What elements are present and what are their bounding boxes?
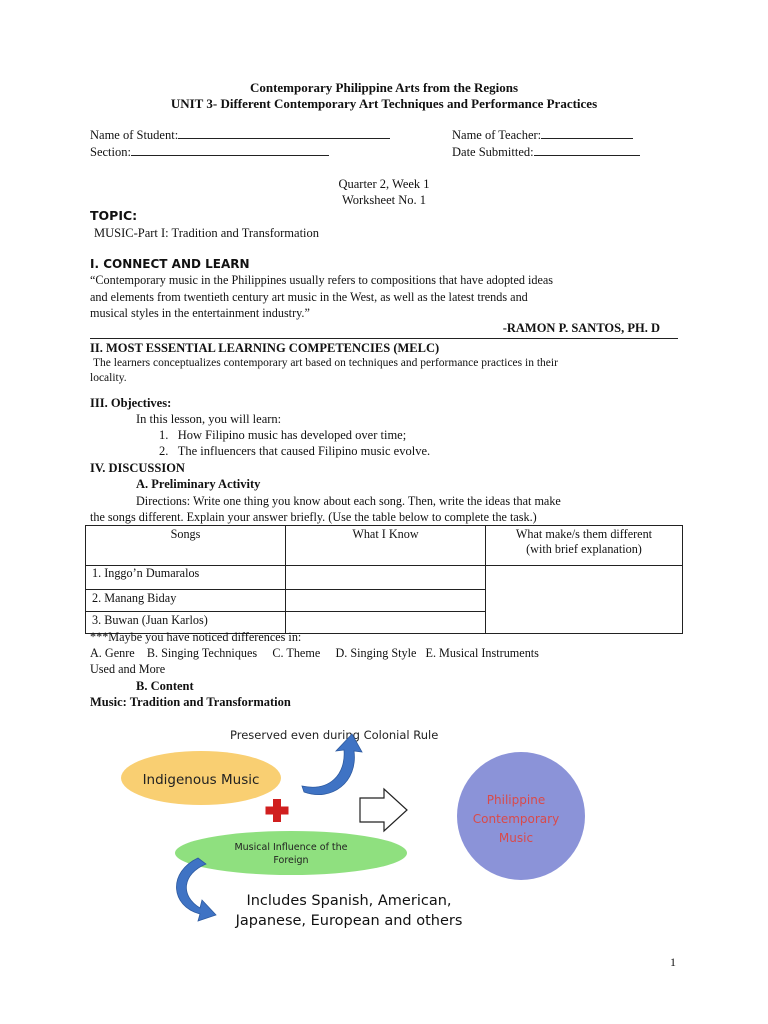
content-heading: B. Content [136, 679, 194, 693]
includes-label-line-2: Japanese, European and others [235, 913, 463, 929]
quote-author: -RAMON P. SANTOS, PH. D [502, 321, 660, 335]
contemporary-music-label-line-3: Music [498, 831, 534, 845]
quarter-week: Quarter 2, Week 1 [338, 177, 430, 191]
teacher-name-field[interactable] [452, 128, 633, 143]
foreign-influence-ellipse [175, 831, 407, 875]
notice-text: ***Maybe you have noticed differences in: [90, 630, 302, 644]
foreign-influence-label-line-1: Musical Influence of the [234, 842, 348, 853]
difference-column-header [486, 526, 683, 566]
student-name-field[interactable] [90, 128, 390, 143]
connect-heading: I. CONNECT AND LEARN [90, 257, 250, 271]
includes-label-line-1: Includes Spanish, American, [246, 893, 452, 909]
what-i-know-cell[interactable] [286, 566, 486, 590]
song-cell: 3. Buwan (Juan Karlos) [86, 612, 286, 634]
worksheet-number: Worksheet No. 1 [341, 193, 427, 207]
tradition-transformation-diagram [110, 718, 650, 938]
section-divider [90, 338, 678, 339]
quote-line-2: and elements from twentieth century art music in the West, as well as the latest trends and [90, 290, 528, 304]
objective-text: The influencers that caused Filipino music evolve. [177, 444, 431, 458]
contemporary-music-label-line-2: Contemporary [472, 812, 560, 826]
right-arrow-icon [360, 789, 407, 831]
directions-line-2: the songs different. Explain your answer briefly. (Use the table below to complete the task.) [90, 510, 537, 524]
teacher-name-label: Name of Teacher: [452, 128, 542, 142]
table-header-row [86, 526, 683, 566]
section-field[interactable] [90, 145, 329, 160]
plus-icon [266, 799, 289, 822]
content-title: Music: Tradition and Transformation [90, 695, 291, 709]
songs-column-header: Songs [86, 526, 286, 566]
options-line-2: Used and More [90, 662, 166, 676]
document-title: Contemporary Philippine Arts from the Regions [249, 80, 519, 95]
quote-line-1: “Contemporary music in the Philippines usually refers to compositions that have adopted ideas [90, 273, 554, 287]
date-submitted-field[interactable] [452, 145, 640, 160]
foreign-influence-label-line-2: Foreign [273, 855, 309, 866]
what-i-know-column-header: What I Know [286, 526, 486, 566]
melc-text-line-2: locality. [90, 372, 127, 384]
discussion-heading: IV. DISCUSSION [90, 461, 185, 475]
song-cell: 1. Inggo’n Dumaralos [86, 566, 286, 590]
preserved-curved-arrow [302, 734, 362, 795]
song-cell: 2. Manang Biday [86, 590, 286, 612]
objective-number: 2. [159, 444, 169, 458]
activity-table [85, 525, 683, 634]
date-submitted-label: Date Submitted: [452, 145, 534, 159]
section-line[interactable] [131, 155, 329, 156]
date-submitted-line[interactable] [534, 155, 640, 156]
topic-heading: TOPIC: [90, 208, 138, 223]
difference-cell[interactable] [486, 566, 683, 634]
objective-item [159, 444, 430, 459]
quote-line-3: musical styles in the entertainment industry.” [90, 306, 310, 320]
section-label: Section: [90, 145, 131, 159]
directions-line-1: Directions: Write one thing you know about each song. Then, write the ideas that make [136, 494, 561, 508]
objective-item [159, 428, 406, 443]
preserved-label: Preserved even during Colonial Rule [230, 728, 439, 742]
objectives-heading: III. Objectives: [90, 396, 172, 410]
table-row [86, 566, 683, 590]
contemporary-music-label-line-1: Philippine [486, 793, 546, 807]
teacher-name-line[interactable] [541, 138, 633, 139]
options-line-1: A. Genre B. Singing Techniques C. Theme D. Singing Style E. Musical Instruments [90, 646, 539, 660]
document-subtitle: UNIT 3- Different Contemporary Art Techniques and Performance Practices [170, 96, 598, 111]
objectives-intro: In this lesson, you will learn: [136, 412, 282, 426]
objective-number: 1. [159, 428, 169, 442]
indigenous-music-label: Indigenous Music [142, 772, 260, 788]
student-name-line[interactable] [178, 138, 390, 139]
melc-heading: II. MOST ESSENTIAL LEARNING COMPETENCIES (MELC) [90, 341, 440, 355]
difference-header-line-1: What make/s them different [515, 527, 653, 541]
difference-header-line-2: (with brief explanation) [526, 542, 642, 556]
melc-text-line-1: The learners conceptualizes contemporary art based on techniques and performance practices in their [93, 357, 558, 369]
objective-text: How Filipino music has developed over time; [177, 428, 407, 442]
what-i-know-cell[interactable] [286, 612, 486, 634]
page-number: 1 [670, 955, 676, 969]
topic-text: MUSIC-Part I: Tradition and Transformation [94, 226, 320, 240]
preliminary-activity-heading: A. Preliminary Activity [136, 477, 261, 491]
student-name-label: Name of Student: [90, 128, 179, 142]
what-i-know-cell[interactable] [286, 590, 486, 612]
